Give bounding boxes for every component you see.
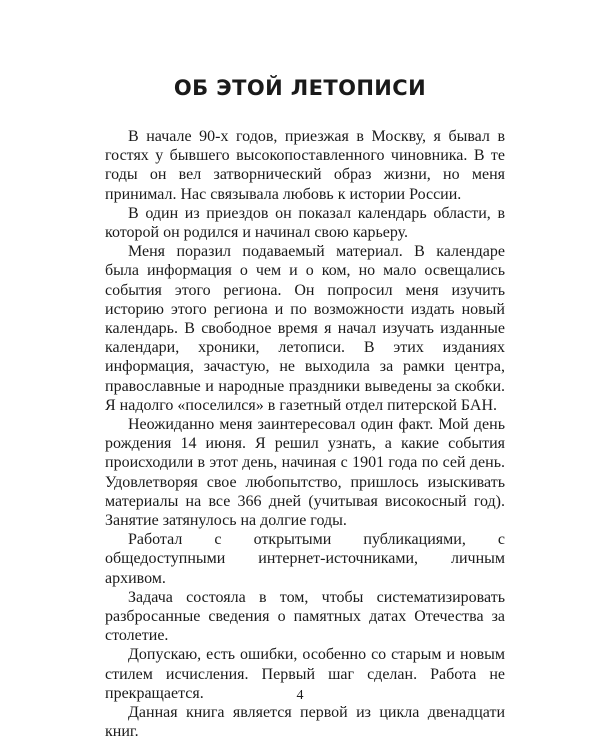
paragraph: Меня поразил подаваемый материал. В календаре была информация о чем и о ком, но мало освещались события этого региона. Он попросил меня изучить историю этого региона и по возможности издать новый календарь. В свободное время я начал изучать изданные календари, хроники, летописи. В этих изданиях информация, зачастую, не выходила за рамки центра, православные и народные праздники выведены за скобки. Я надолго «поселился» в газетный отдел питерской БАН. [105,243,505,414]
page-title: ОБ ЭТОЙ ЛЕТОПИСИ [173,76,427,100]
body-text [105,127,505,742]
paragraph: Допускаю, есть ошибки, особенно со старым и новым стилем исчисления. Первый шаг сделан. Работа не прекращается. [105,646,505,702]
paragraph: Работал с открытыми публикациями, с общедоступными интернет-источниками, личным архивом. [105,531,505,587]
paragraph: В один из приездов он показал календарь области, в которой он родился и начинал свою карьеру. [105,204,505,242]
paragraph: Задача состояла в том, чтобы систематизировать разбросанные сведения о памятных датах Отечества за столетие. [105,588,505,645]
paragraph: Данная книга является первой из цикла двенадцати книг. [105,704,505,741]
page-number: 4 [296,688,304,703]
paragraph: Неожиданно меня заинтересовал один факт. Мой день рождения 14 июня. Я решил узнать, а какие события происходили в этот день, начиная с 1901 года по сей день. Удовлетворяя свое любопытство, пришлось изыскивать материалы на все 366 дней (учитывая високосный год). Занятие затянулось на долгие годы. [105,416,505,530]
paragraph: В начале 90-х годов, приезжая в Москву, я бывал в гостях у бывшего высокопоставленного чиновника. В те годы он вел затворнический образ жизни, но меня принимал. Нас связывала любовь к истории России. [105,128,505,203]
